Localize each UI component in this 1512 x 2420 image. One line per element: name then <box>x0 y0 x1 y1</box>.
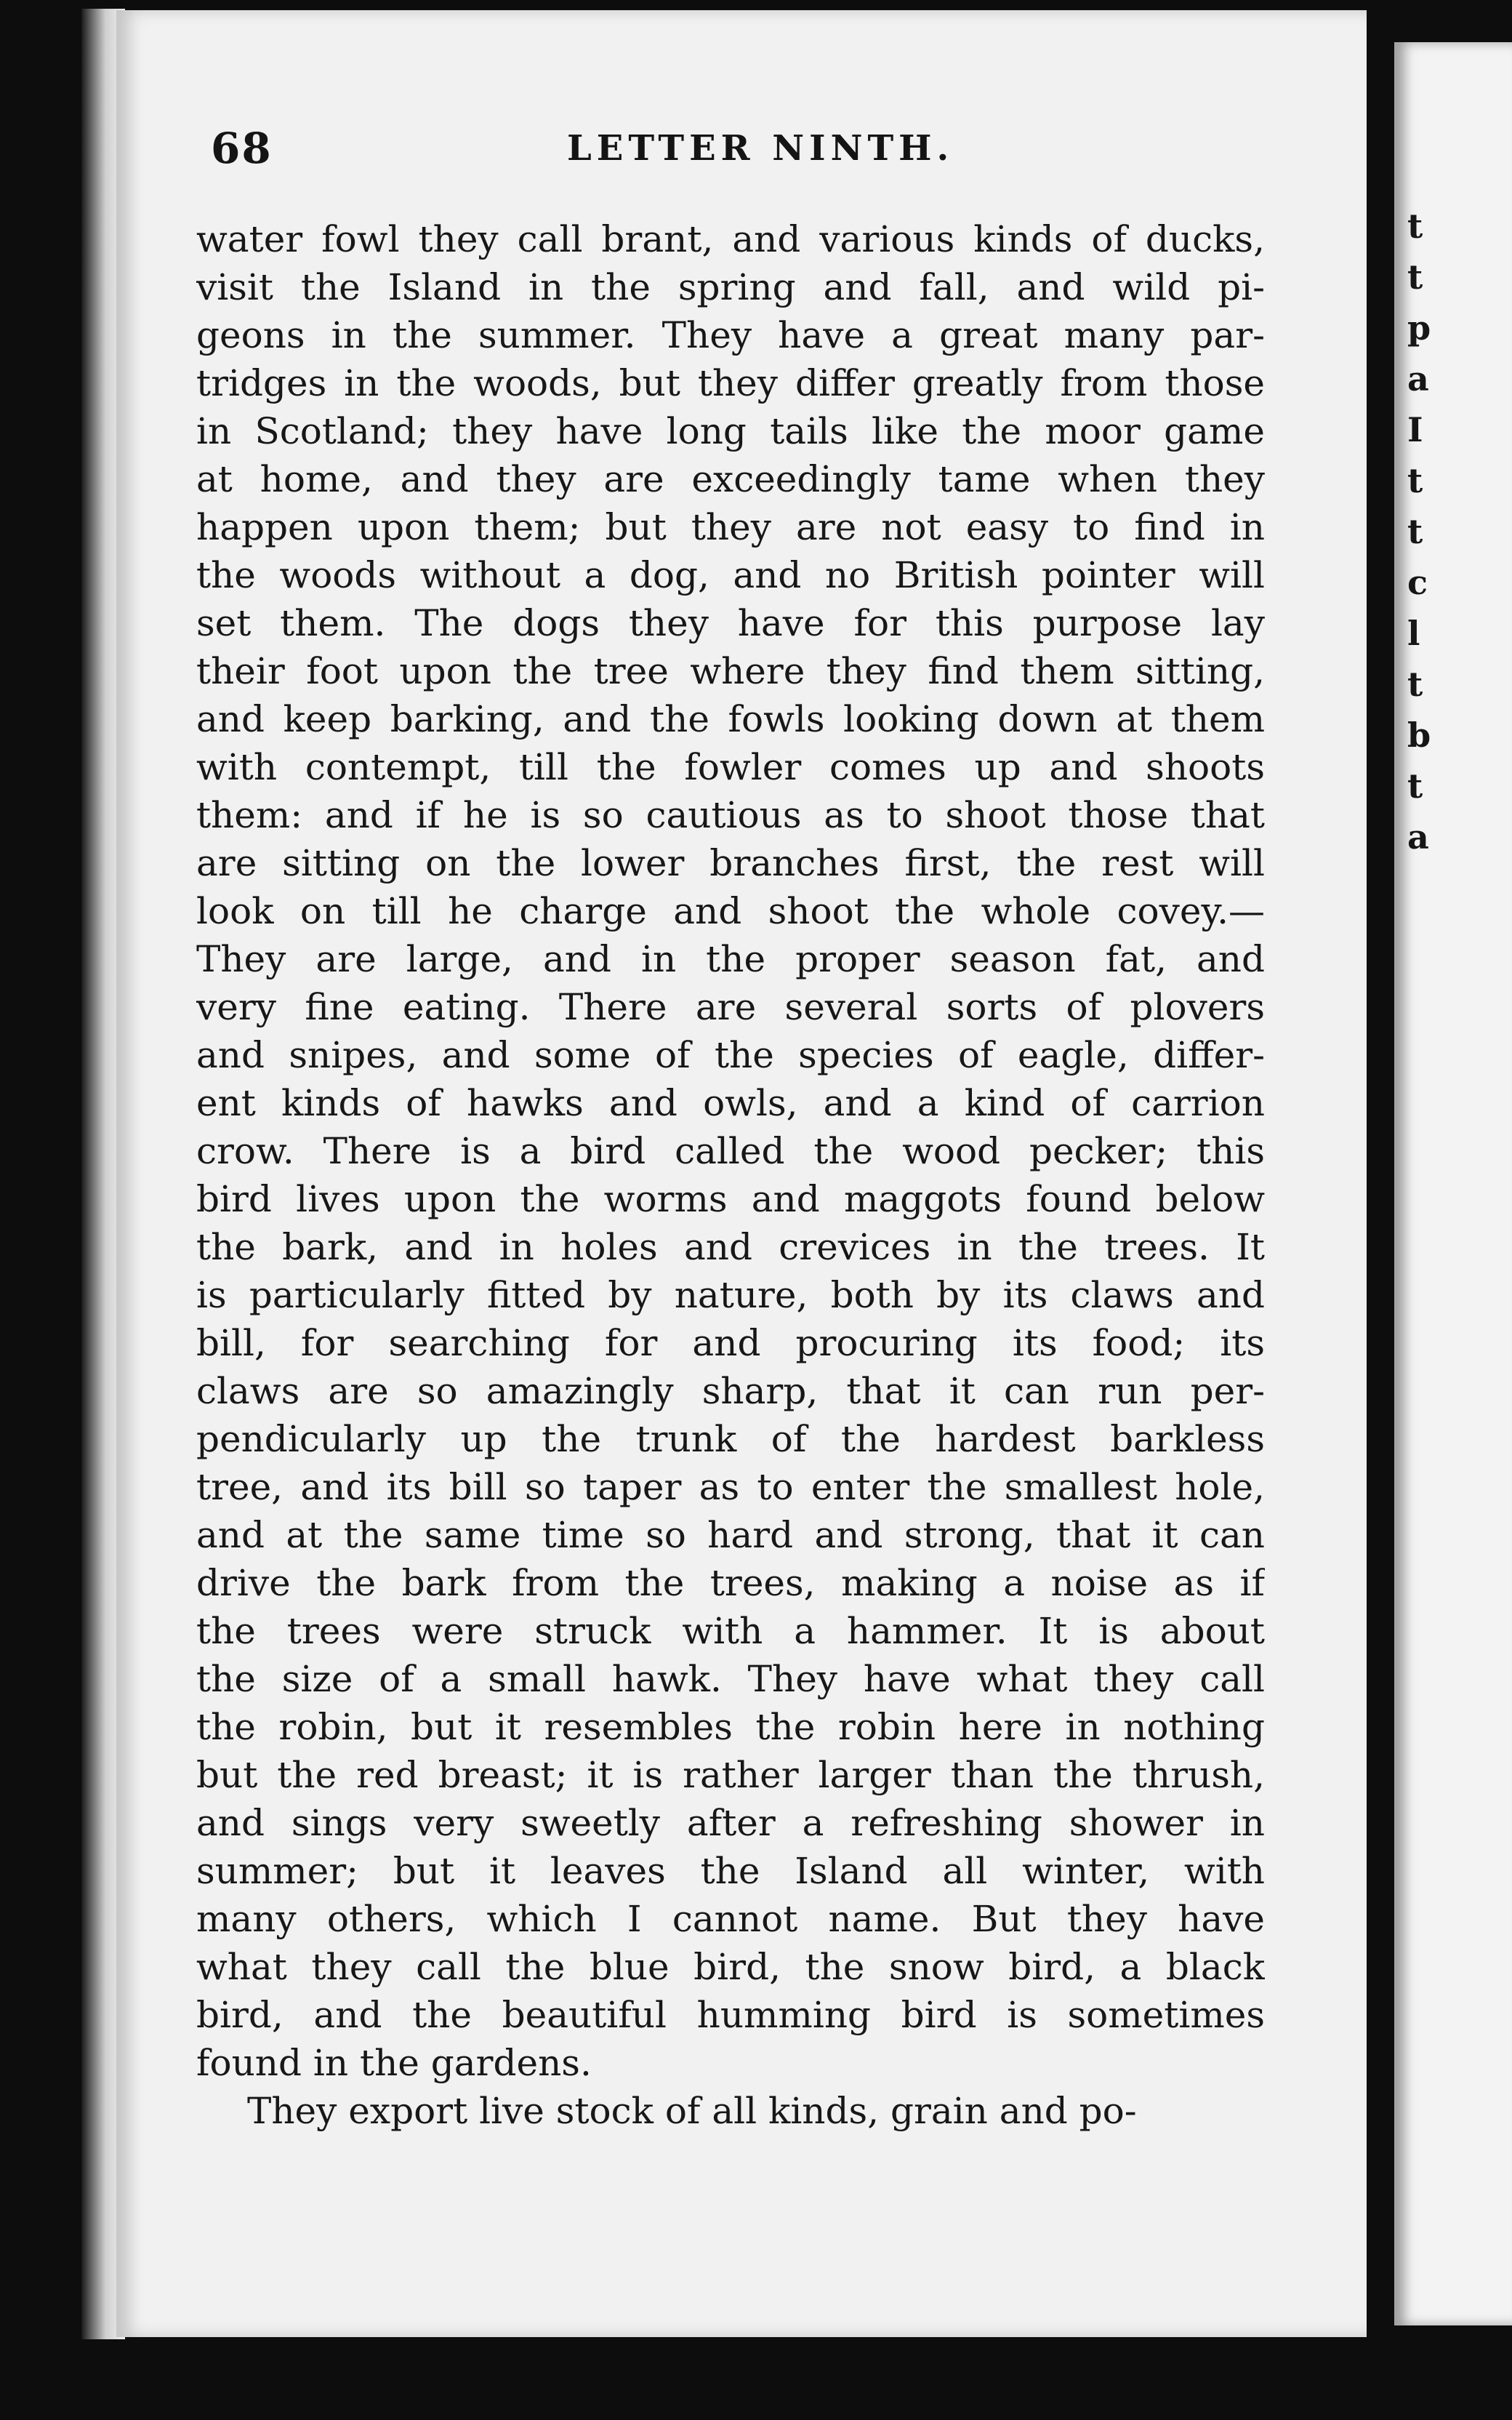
text-line: the woods without a dog, and no British pointer will <box>196 554 1265 596</box>
text-line: geons in the summer. They have a great many par- <box>196 314 1265 356</box>
text-line: They are large, and in the proper season fat, and <box>196 938 1265 980</box>
facing-page-fragment: t <box>1407 665 1423 704</box>
facing-page-edge <box>1394 42 1512 2325</box>
text-line: pendicularly up the trunk of the hardest barkless <box>196 1418 1265 1460</box>
text-line: is particularly fitted by nature, both by its claws and <box>196 1274 1265 1316</box>
text-line: at home, and they are exceedingly tame when they <box>196 458 1265 500</box>
text-line: bill, for searching for and procuring its food; its <box>196 1322 1265 1364</box>
running-head: LETTER NINTH. <box>567 128 954 169</box>
text-line: happen upon them; but they are not easy to find in <box>196 506 1265 548</box>
text-line: tridges in the woods, but they differ greatly from those <box>196 362 1265 404</box>
text-line: and snipes, and some of the species of eagle, differ- <box>196 1034 1265 1076</box>
text-line: They export live stock of all kinds, grain and po- <box>247 2090 1137 2132</box>
facing-page-fragment: p <box>1407 308 1431 348</box>
text-line: but the red breast; it is rather larger than the thrush, <box>196 1754 1265 1796</box>
text-line: and keep barking, and the fowls looking down at them <box>196 698 1265 740</box>
text-line: the trees were struck with a hammer. It is about <box>196 1610 1265 1652</box>
text-line: water fowl they call brant, and various kinds of ducks, <box>196 218 1265 260</box>
text-line: look on till he charge and shoot the whole covey.— <box>196 890 1265 932</box>
text-line: ent kinds of hawks and owls, and a kind of carrion <box>196 1082 1265 1124</box>
text-line: bird lives upon the worms and maggots found below <box>196 1178 1265 1220</box>
text-line: what they call the blue bird, the snow bird, a black <box>196 1946 1265 1988</box>
facing-page-fragment: t <box>1407 461 1423 500</box>
text-line: with contempt, till the fowler comes up and shoots <box>196 746 1265 788</box>
text-line: and at the same time so hard and strong, that it can <box>196 1514 1265 1556</box>
text-line: the bark, and in holes and crevices in the trees. It <box>196 1226 1265 1268</box>
facing-page-fragment: I <box>1407 410 1423 449</box>
text-line: found in the gardens. <box>196 2042 592 2084</box>
facing-page-fragment: b <box>1407 716 1431 755</box>
text-line: in Scotland; they have long tails like the moor game <box>196 410 1265 452</box>
facing-page-fragment: a <box>1407 359 1429 398</box>
text-line: them: and if he is so cautious as to shoot those that <box>196 794 1265 836</box>
facing-page-fragment: l <box>1407 614 1420 653</box>
text-line: many others, which I cannot name. But they have <box>196 1898 1265 1940</box>
text-line: drive the bark from the trees, making a noise as if <box>196 1562 1265 1604</box>
text-line: visit the Island in the spring and fall, and wild pi- <box>196 266 1265 308</box>
facing-page-fragment: t <box>1407 512 1423 551</box>
facing-page-fragment: t <box>1407 766 1423 806</box>
text-line: summer; but it leaves the Island all winter, with <box>196 1850 1265 1892</box>
text-line: and sings very sweetly after a refreshing shower in <box>196 1802 1265 1844</box>
facing-page-fragment: c <box>1407 563 1428 602</box>
text-line: are sitting on the lower branches first, the rest will <box>196 842 1265 884</box>
text-line: bird, and the beautiful humming bird is sometimes <box>196 1994 1265 2036</box>
text-line: tree, and its bill so taper as to enter the smallest hole, <box>196 1466 1265 1508</box>
text-line: their foot upon the tree where they find them sitting, <box>196 650 1265 692</box>
facing-page-fragment: a <box>1407 817 1429 857</box>
facing-page-fragment: t <box>1407 207 1423 246</box>
text-line: crow. There is a bird called the wood pecker; this <box>196 1130 1265 1172</box>
text-line: the robin, but it resembles the robin here in nothing <box>196 1706 1265 1748</box>
text-line: set them. The dogs they have for this purpose lay <box>196 602 1265 644</box>
facing-page-fragment: t <box>1407 257 1423 297</box>
text-line: claws are so amazingly sharp, that it can run per- <box>196 1370 1265 1412</box>
page-number: 68 <box>211 124 273 173</box>
text-line: very fine eating. There are several sorts of plovers <box>196 986 1265 1028</box>
text-line: the size of a small hawk. They have what they call <box>196 1658 1265 1700</box>
body-text <box>196 215 1265 2135</box>
